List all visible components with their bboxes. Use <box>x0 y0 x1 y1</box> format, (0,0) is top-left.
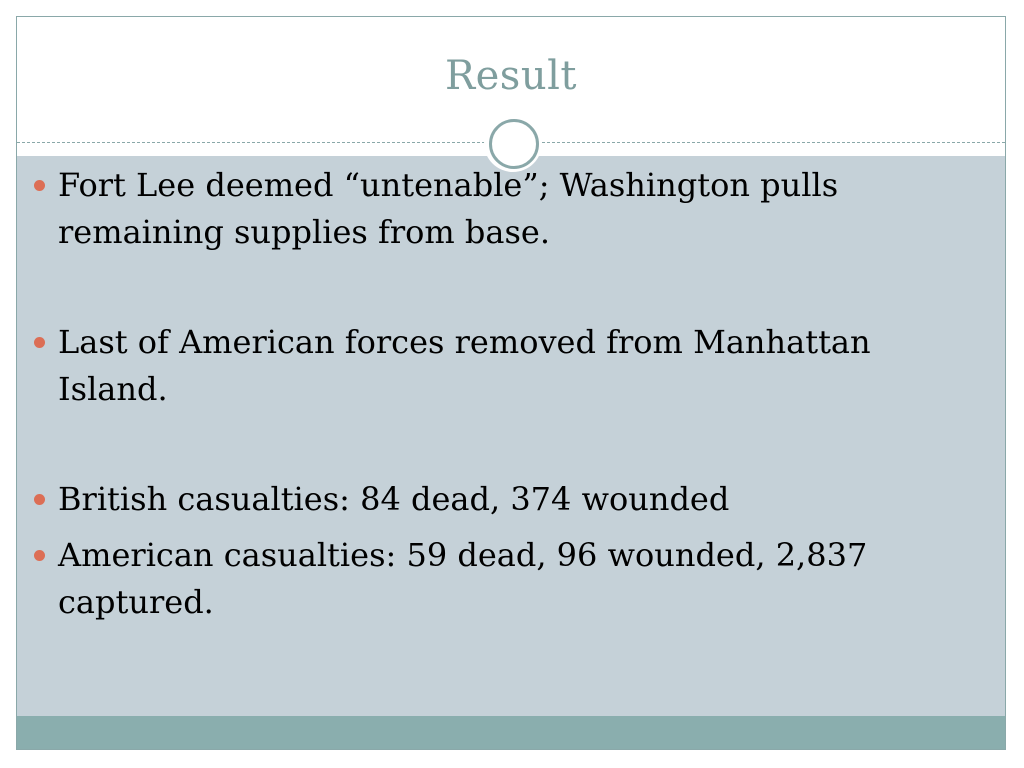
footer-bar <box>17 716 1005 750</box>
bullet-text: British casualties: 84 dead, 374 wounded <box>58 480 730 518</box>
bullet-dot-icon <box>34 550 45 561</box>
bullet-text: American casualties: 59 dead, 96 wounded, 2,837 captured. <box>58 536 868 621</box>
slide-title: Result <box>445 53 577 99</box>
bullet-text: Last of American forces removed from Manhattan Island. <box>58 323 871 408</box>
bullet-text: Fort Lee deemed “untenable”; Washington pulls remaining supplies from base. <box>58 166 839 251</box>
bullet-item <box>58 532 938 626</box>
bullet-item <box>58 162 938 256</box>
bullet-dot-icon <box>34 180 45 191</box>
bullet-dot-icon <box>34 494 45 505</box>
bullet-item <box>58 319 938 413</box>
bullet-item <box>58 476 938 523</box>
bullet-dot-icon <box>34 337 45 348</box>
bullet-list <box>58 162 938 626</box>
